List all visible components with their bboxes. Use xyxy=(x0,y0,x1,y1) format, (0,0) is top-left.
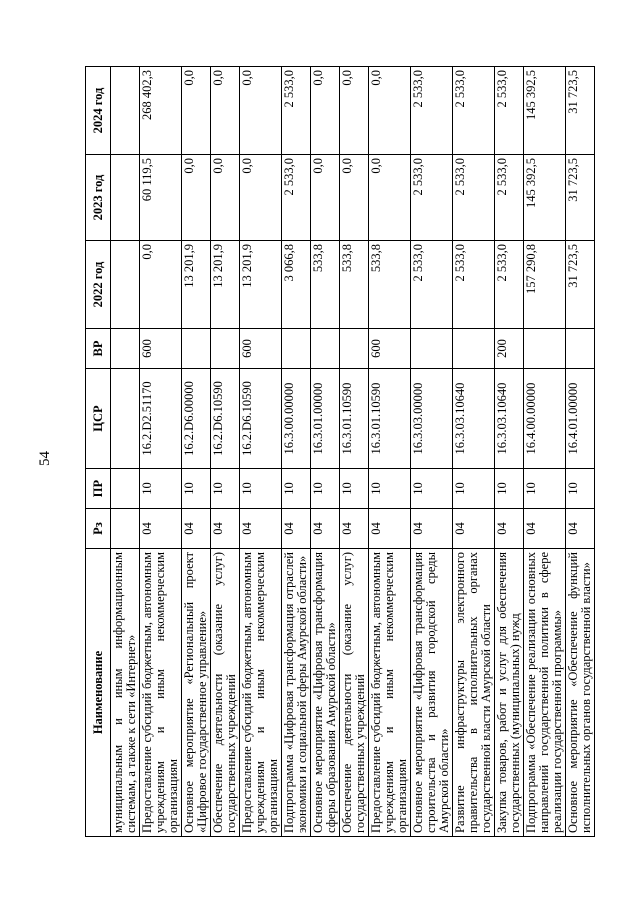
cell-vr xyxy=(524,329,566,369)
cell-2024: 0,0 xyxy=(240,67,282,155)
cell-vr xyxy=(182,329,211,369)
cell-vr xyxy=(311,329,340,369)
cell-csr: 16.2.D6.10590 xyxy=(240,369,282,469)
cell-csr: 16.4.00.00000 xyxy=(524,369,566,469)
cell-pr: 10 xyxy=(340,469,369,509)
cell-2023: 145 392,5 xyxy=(524,155,566,241)
cell-rz: 04 xyxy=(140,509,182,549)
cell-2022: 13 201,9 xyxy=(240,241,282,329)
column-header: ВР xyxy=(86,329,111,369)
cell-2023: 0,0 xyxy=(340,155,369,241)
table-row xyxy=(182,67,211,837)
cell-name: Предоставление субсидий бюджетным, автономным учреждениям и иным некоммерческим организациям xyxy=(240,549,282,837)
cell-pr: 10 xyxy=(566,469,595,509)
cell-2023: 60 119,5 xyxy=(140,155,182,241)
cell-rz: 04 xyxy=(311,509,340,549)
cell-2022: 2 533,0 xyxy=(411,241,453,329)
cell-name: Подпрограмма «Цифровая трансформация отраслей экономики и социальной сферы Амурской области» xyxy=(282,549,311,837)
cell-name: Основное мероприятие «Региональный проект «Цифровое государственное управление» xyxy=(182,549,211,837)
cell-2024: 0,0 xyxy=(369,67,411,155)
table-row xyxy=(369,67,411,837)
cell-2022 xyxy=(111,241,140,329)
cell-2023 xyxy=(111,155,140,241)
cell-name: Обеспечение деятельности (оказание услуг) государственных учреждений xyxy=(211,549,240,837)
table-row xyxy=(140,67,182,837)
cell-2022: 31 723,5 xyxy=(566,241,595,329)
cell-2024: 2 533,0 xyxy=(453,67,495,155)
cell-pr: 10 xyxy=(240,469,282,509)
table-row xyxy=(311,67,340,837)
cell-2023: 0,0 xyxy=(369,155,411,241)
cell-2022: 3 066,8 xyxy=(282,241,311,329)
cell-2024: 0,0 xyxy=(340,67,369,155)
cell-csr: 16.2.D6.00000 xyxy=(182,369,211,469)
cell-pr: 10 xyxy=(411,469,453,509)
cell-2022: 2 533,0 xyxy=(495,241,524,329)
cell-pr: 10 xyxy=(311,469,340,509)
cell-rz: 04 xyxy=(566,509,595,549)
table-row xyxy=(453,67,495,837)
column-header: Рз xyxy=(86,509,111,549)
cell-vr xyxy=(340,329,369,369)
cell-pr: 10 xyxy=(524,469,566,509)
cell-rz: 04 xyxy=(340,509,369,549)
cell-2024: 0,0 xyxy=(211,67,240,155)
column-header: 2022 год xyxy=(86,241,111,329)
cell-pr: 10 xyxy=(369,469,411,509)
cell-2024: 0,0 xyxy=(182,67,211,155)
cell-2023: 2 533,0 xyxy=(411,155,453,241)
cell-rz: 04 xyxy=(282,509,311,549)
cell-2022: 2 533,0 xyxy=(453,241,495,329)
cell-csr: 16.2.D6.10590 xyxy=(211,369,240,469)
cell-pr: 10 xyxy=(140,469,182,509)
cell-2024 xyxy=(111,67,140,155)
cell-name: Подпрограмма «Обеспечение реализации основных направлений государственной политики в сфере реализации государственной программы» xyxy=(524,549,566,837)
cell-name: муниципальным и иным информационным системам, а также к сети «Интернет» xyxy=(111,549,140,837)
cell-2022: 533,8 xyxy=(369,241,411,329)
cell-rz: 04 xyxy=(369,509,411,549)
cell-name: Предоставление субсидий бюджетным, автономным учреждениям и иным некоммерческим организациям xyxy=(369,549,411,837)
cell-2023: 2 533,0 xyxy=(282,155,311,241)
cell-pr: 10 xyxy=(453,469,495,509)
cell-2024: 2 533,0 xyxy=(411,67,453,155)
cell-pr: 10 xyxy=(495,469,524,509)
cell-rz xyxy=(111,509,140,549)
table-row xyxy=(111,67,140,837)
cell-rz: 04 xyxy=(524,509,566,549)
cell-2022: 157 290,8 xyxy=(524,241,566,329)
cell-2022: 533,8 xyxy=(340,241,369,329)
cell-2023: 0,0 xyxy=(182,155,211,241)
cell-name: Основное мероприятие «Цифровая трансформация строительства и развития городской среды Амурской области» xyxy=(411,549,453,837)
cell-2022: 13 201,9 xyxy=(211,241,240,329)
cell-vr: 600 xyxy=(240,329,282,369)
cell-pr: 10 xyxy=(211,469,240,509)
table-row xyxy=(340,67,369,837)
cell-csr: 16.3.01.00000 xyxy=(311,369,340,469)
cell-2023: 2 533,0 xyxy=(453,155,495,241)
cell-csr: 16.4.01.00000 xyxy=(566,369,595,469)
page-number: 54 xyxy=(37,451,53,466)
cell-csr xyxy=(111,369,140,469)
cell-name: Основное мероприятие «Цифровая трансформация сферы образования Амурской области» xyxy=(311,549,340,837)
cell-vr xyxy=(211,329,240,369)
table-row xyxy=(495,67,524,837)
table-body xyxy=(111,67,595,837)
cell-2023: 0,0 xyxy=(311,155,340,241)
cell-rz: 04 xyxy=(211,509,240,549)
cell-2024: 0,0 xyxy=(311,67,340,155)
cell-vr xyxy=(453,329,495,369)
cell-name: Закупка товаров, работ и услуг для обеспечения государственных (муниципальных) нужд xyxy=(495,549,524,837)
budget-table-container xyxy=(85,67,616,837)
cell-csr: 16.3.03.10640 xyxy=(453,369,495,469)
column-header: Наименование xyxy=(86,549,111,837)
cell-2024: 2 533,0 xyxy=(495,67,524,155)
cell-name: Обеспечение деятельности (оказание услуг) государственных учреждений xyxy=(340,549,369,837)
column-header: ЦСР xyxy=(86,369,111,469)
cell-vr xyxy=(566,329,595,369)
table-row xyxy=(211,67,240,837)
cell-vr xyxy=(282,329,311,369)
cell-csr: 16.3.01.10590 xyxy=(369,369,411,469)
cell-2023: 0,0 xyxy=(211,155,240,241)
header-row xyxy=(86,67,111,837)
cell-vr xyxy=(411,329,453,369)
cell-2023: 0,0 xyxy=(240,155,282,241)
cell-csr: 16.3.01.10590 xyxy=(340,369,369,469)
table-row xyxy=(524,67,566,837)
cell-pr: 10 xyxy=(282,469,311,509)
table-row xyxy=(566,67,595,837)
cell-name: Основное мероприятие «Обеспечение функций исполнительных органов государственной власти» xyxy=(566,549,595,837)
column-header: ПР xyxy=(86,469,111,509)
cell-2022: 0,0 xyxy=(140,241,182,329)
cell-csr: 16.2.D2.51170 xyxy=(140,369,182,469)
cell-rz: 04 xyxy=(411,509,453,549)
cell-2024: 268 402,3 xyxy=(140,67,182,155)
cell-name: Развитие инфраструктуры электронного правительства в исполнительных органах государственной власти Амурской области xyxy=(453,549,495,837)
table-row xyxy=(411,67,453,837)
table-row xyxy=(282,67,311,837)
cell-2024: 31 723,5 xyxy=(566,67,595,155)
cell-vr xyxy=(111,329,140,369)
cell-vr: 200 xyxy=(495,329,524,369)
cell-2022: 533,8 xyxy=(311,241,340,329)
cell-csr: 16.3.00.00000 xyxy=(282,369,311,469)
table-row xyxy=(240,67,282,837)
cell-2022: 13 201,9 xyxy=(182,241,211,329)
cell-vr: 600 xyxy=(369,329,411,369)
cell-rz: 04 xyxy=(240,509,282,549)
cell-2023: 2 533,0 xyxy=(495,155,524,241)
cell-rz: 04 xyxy=(182,509,211,549)
budget-table xyxy=(85,66,595,837)
cell-rz: 04 xyxy=(495,509,524,549)
cell-csr: 16.3.03.10640 xyxy=(495,369,524,469)
cell-rz: 04 xyxy=(453,509,495,549)
column-header: 2023 год xyxy=(86,155,111,241)
cell-name: Предоставление субсидий бюджетным, автономным учреждениям и иным некоммерческим организациям xyxy=(140,549,182,837)
cell-csr: 16.3.03.00000 xyxy=(411,369,453,469)
cell-pr: 10 xyxy=(182,469,211,509)
cell-vr: 600 xyxy=(140,329,182,369)
cell-2024: 145 392,5 xyxy=(524,67,566,155)
cell-pr xyxy=(111,469,140,509)
column-header: 2024 год xyxy=(86,67,111,155)
cell-2024: 2 533,0 xyxy=(282,67,311,155)
cell-2023: 31 723,5 xyxy=(566,155,595,241)
